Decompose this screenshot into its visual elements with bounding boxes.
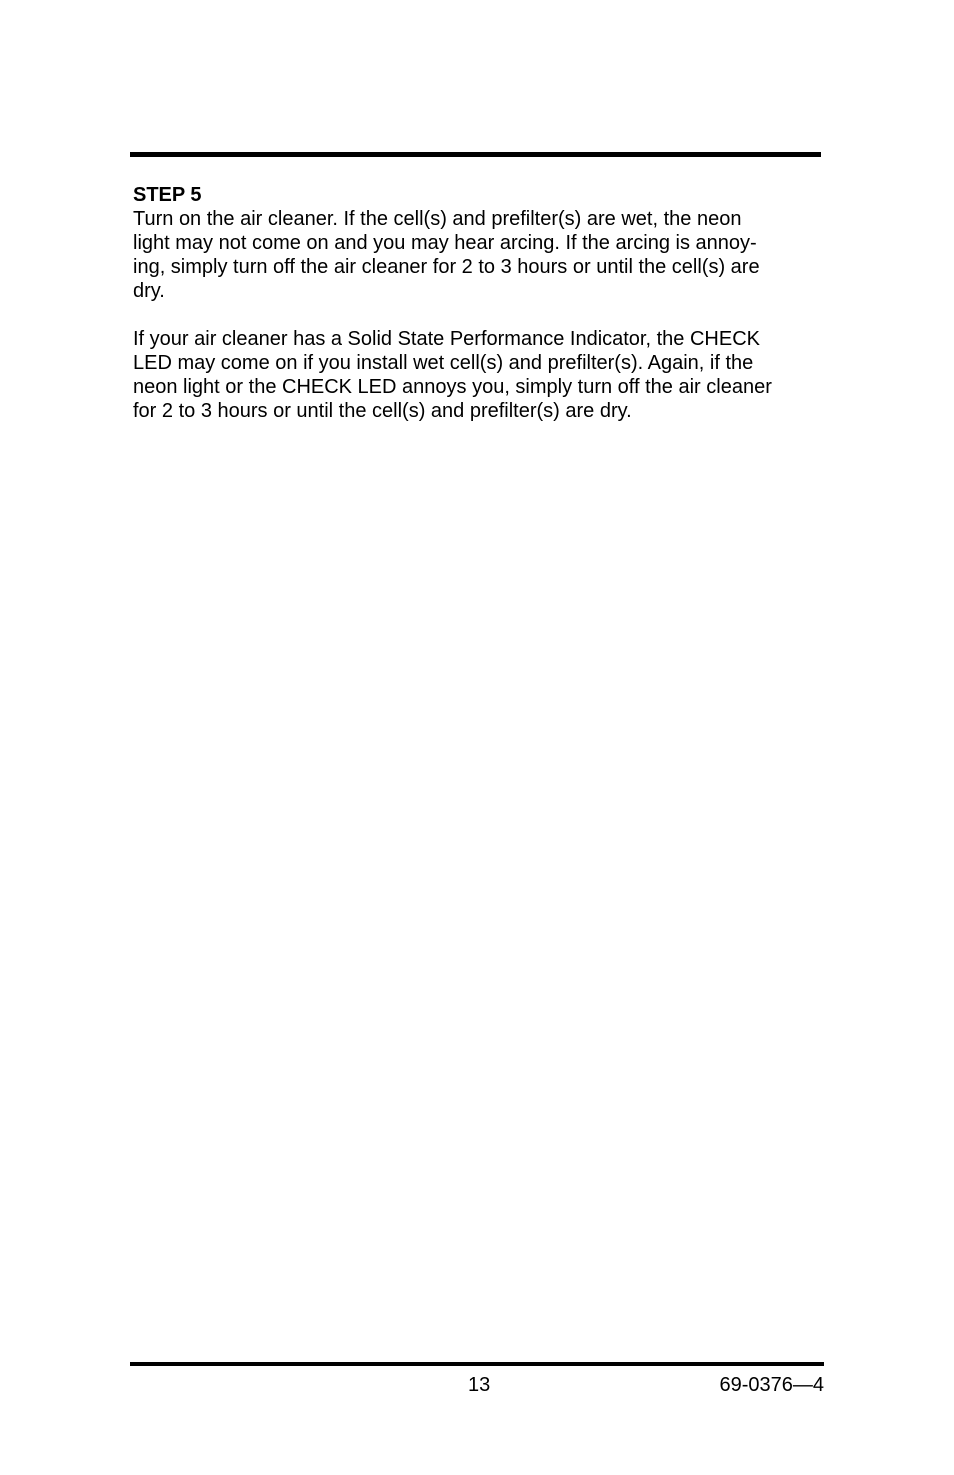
footer-rule (130, 1362, 824, 1366)
document-number: 69-0376—4 (719, 1374, 824, 1396)
step-heading: STEP 5 (133, 184, 202, 206)
text-line: LED may come on if you install wet cell(s) and prefilter(s). Again, if the (133, 352, 754, 374)
step-section (133, 183, 833, 423)
paragraph-spacer (133, 303, 833, 327)
text-line: If your air cleaner has a Solid State Performance Indicator, the CHECK (133, 328, 760, 350)
paragraph-check-led (133, 327, 833, 423)
page-number: 13 (468, 1374, 491, 1396)
text-line: ing, simply turn off the air cleaner for 2 to 3 hours or until the cell(s) are (133, 256, 760, 278)
text-line: Turn on the air cleaner. If the cell(s) and prefilter(s) are wet, the neon (133, 208, 742, 230)
text-line: dry. (133, 280, 165, 302)
paragraph-turn-on (133, 207, 833, 303)
text-line: neon light or the CHECK LED annoys you, simply turn off the air cleaner (133, 376, 772, 398)
text-line: for 2 to 3 hours or until the cell(s) and prefilter(s) are dry. (133, 400, 632, 422)
header-rule (130, 152, 821, 157)
text-line: light may not come on and you may hear arcing. If the arcing is annoy- (133, 232, 757, 254)
